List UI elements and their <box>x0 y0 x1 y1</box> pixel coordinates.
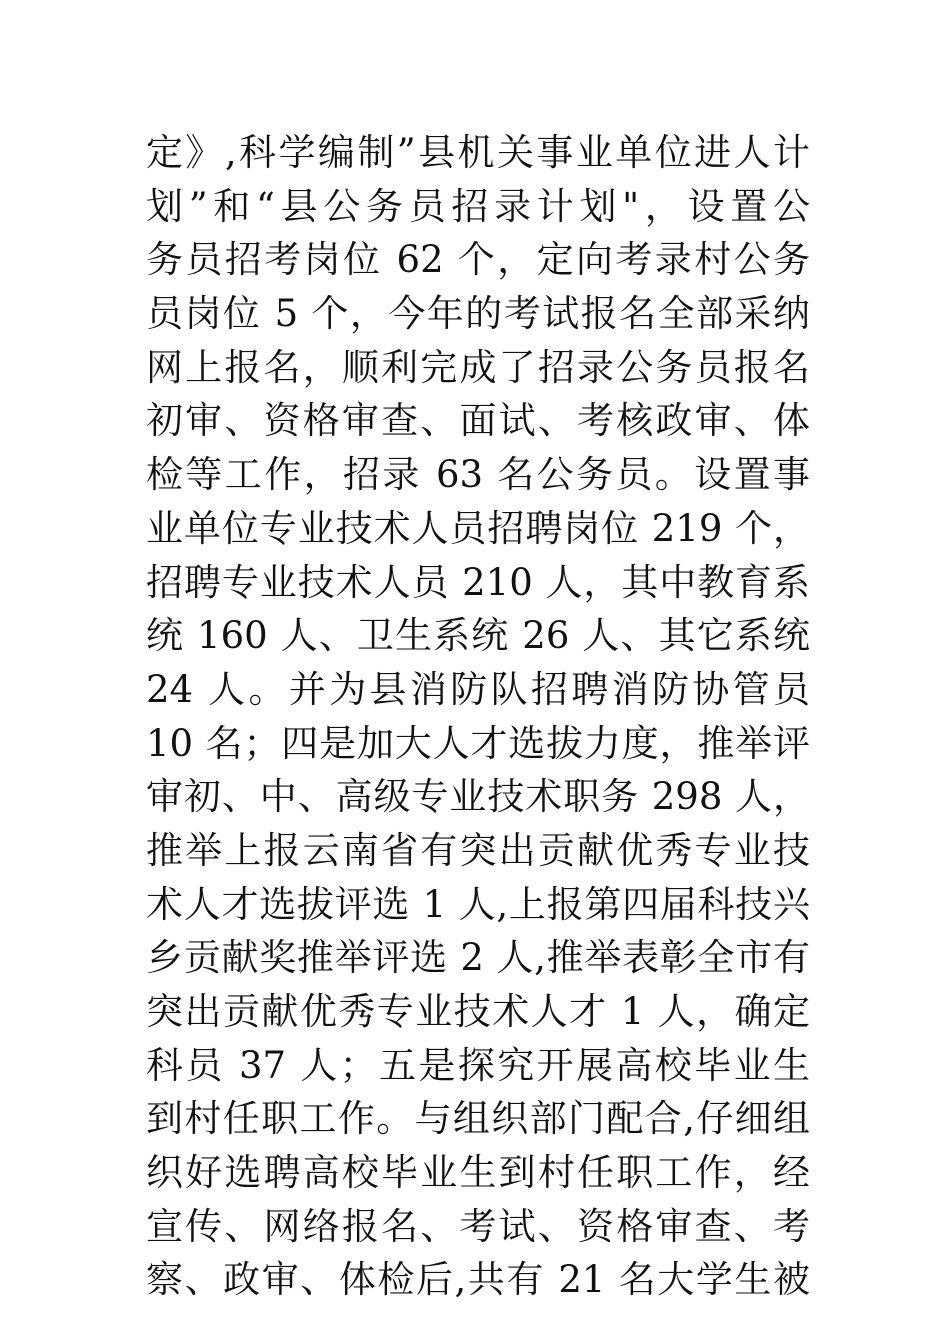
text-line-2: 划”和“县公务员招录计划"，设置公 <box>146 184 810 228</box>
text-line-4: 员岗位 5 个，今年的考试报名全部采纳 <box>146 292 810 336</box>
text-line-21: 宣传、网络报名、考试、资格审查、考 <box>146 1204 810 1248</box>
text-line-10: 统 160 人、卫生系统 26 人、其它系统 <box>146 614 810 658</box>
text-line-22: 察、政审、体检后,共有 21 名大学生被 <box>146 1258 810 1302</box>
text-line-7: 检等工作，招录 63 名公务员。设置事 <box>146 453 810 497</box>
text-line-15: 术人才选拔评选 1 人,上报第四届科技兴 <box>146 882 810 926</box>
text-line-6: 初审、资格审查、面试、考核政审、体 <box>146 399 810 443</box>
text-line-11: 24 人。并为县消防队招聘消防协管员 <box>146 667 810 711</box>
text-line-17: 突出贡献优秀专业技术人才 1 人，确定 <box>146 990 810 1033</box>
text-line-16: 乡贡献奖推举评选 2 人,推举表彰全市有 <box>146 936 810 980</box>
text-line-13: 审初、中、高级专业技术职务 298 人， <box>146 775 810 819</box>
body-paragraph <box>146 126 810 1307</box>
text-line-9: 招聘专业技术人员 210 人，其中教育系 <box>146 560 810 604</box>
text-line-8: 业单位专业技术人员招聘岗位 219 个， <box>146 506 810 550</box>
text-line-20: 织好选聘高校毕业生到村任职工作，经 <box>146 1151 810 1195</box>
text-line-5: 网上报名，顺利完成了招录公务员报名 <box>146 345 810 389</box>
text-line-12: 10 名；四是加大人才选拔力度，推举评 <box>146 721 810 765</box>
text-line-3: 务员招考岗位 62 个，定向考录村公务 <box>146 238 810 282</box>
text-line-1: 定》,科学编制”县机关事业单位进人计 <box>146 131 810 174</box>
text-line-14: 推举上报云南省有突出贡献优秀专业技 <box>146 828 810 872</box>
text-line-19: 到村任职工作。与组织部门配合,仔细组 <box>146 1097 810 1141</box>
text-line-18: 科员 37 人；五是探究开展高校毕业生 <box>146 1043 810 1087</box>
